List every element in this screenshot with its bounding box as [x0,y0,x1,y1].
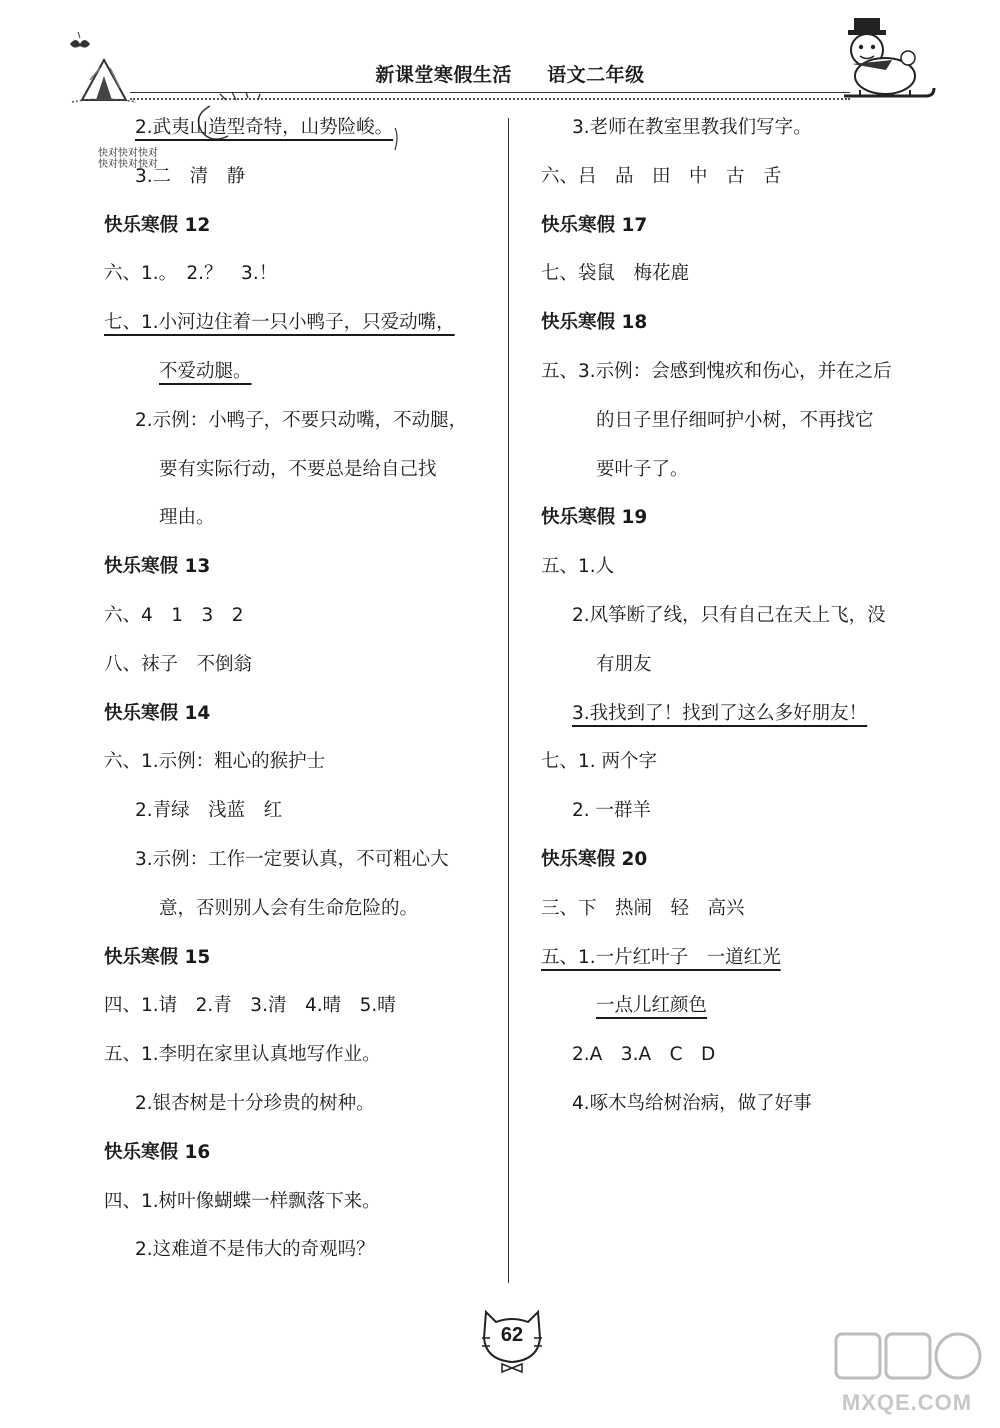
answer-line: 五、3.示例：会感到愧疚和伤心，并在之后 [541,360,892,382]
answer-line: 有朋友 [596,653,652,675]
answer-line: 七、1. 两个字 [541,751,658,773]
answer-line: 3.示例：工作一定要认真，不可粗心大 [135,848,449,870]
answer-line: 不爱动腿。 [159,360,252,382]
section-heading: 快乐寒假 12 [104,214,211,236]
snowman-sled-illustration [830,12,940,116]
answer-line: 六、1.示例：粗心的猴护士 [104,751,326,773]
answer-line: 2.风筝断了线，只有自己在天上飞，没 [572,604,886,626]
answer-line: 3.老师在教室里教我们写字。 [572,117,812,138]
answer-line: 2.银杏树是十分珍贵的树种。 [135,1092,375,1114]
answer-line: 2.武夷山造型奇特，山势险峻。 [135,117,394,138]
subject-title: 语文二年级 [547,64,645,86]
answer-line: 三、下 热闹 轻 高兴 [541,897,745,919]
answer-line: 2.A 3.A C D [572,1044,716,1066]
section-heading: 快乐寒假 14 [104,702,211,724]
watermark-url: MXQE.COM [841,1390,973,1415]
answer-line: 八、袜子 不倒翁 [104,653,253,675]
section-heading: 快乐寒假 17 [541,214,648,236]
stamp-line-2: 快对快对快对 [98,159,158,170]
watermark [822,1328,992,1423]
answer-line: 四、1.请 2.青 3.清 4.晴 5.晴 [104,995,396,1017]
answer-line: 一点儿红颜色 [596,995,708,1017]
section-heading: 快乐寒假 16 [104,1141,211,1163]
answer-line: 意，否则别人会有生命危险的。 [159,897,419,919]
section-heading: 快乐寒假 18 [541,312,648,334]
answer-line: 七、袋鼠 梅花鹿 [541,263,690,285]
section-heading: 快乐寒假 15 [104,946,211,968]
answer-line: 六、吕 品 田 中 古 舌 [541,165,782,187]
answer-line: 2.示例：小鸭子，不要只动嘴，不动腿， [135,409,468,431]
column-divider [508,118,509,1283]
answer-line: 七、1.小河边住着一只小鸭子，只爱动嘴， [104,312,455,334]
page-number: 62 [500,1324,524,1346]
section-heading: 快乐寒假 20 [541,848,648,870]
right-column [541,104,921,1129]
answer-line: 六、4 1 3 2 [104,604,244,626]
answer-line: 2.这难道不是伟大的奇观吗？ [135,1239,375,1261]
answer-line: 五、1.一片红叶子 一道红光 [541,946,781,968]
answer-line: 2.青绿 浅蓝 红 [135,800,283,822]
left-column [104,104,499,1275]
section-heading: 快乐寒假 19 [541,507,648,529]
page-number-badge [478,1302,546,1374]
answer-line: 3.二 清 静 [135,165,246,187]
answer-line: 的日子里仔细呵护小树，不再找它 [596,409,874,431]
answer-line: 要叶子了。 [596,458,689,480]
answer-line: 四、1.树叶像蝴蝶一样飘落下来。 [104,1190,381,1212]
tent-butterfly-illustration [60,32,140,111]
answer-line: 4.啄木鸟给树治病，做了好事 [572,1092,812,1114]
answer-line: 五、1.李明在家里认真地写作业。 [104,1044,381,1066]
answer-line: 理由。 [159,507,215,529]
stamp-line-1: 快对快对快对 [98,148,158,159]
answer-line: 要有实际行动，不要总是给自己找 [159,458,437,480]
series-title: 新课堂寒假生活 [375,64,512,86]
answer-line: 六、1.。 2.？ 3.！ [104,263,278,285]
header-title [300,60,720,87]
watermark-logo [834,1328,984,1388]
answer-line: 2. 一群羊 [572,800,652,822]
section-heading: 快乐寒假 13 [104,556,211,578]
answer-line: 3.我找到了！找到了这么多好朋友！ [572,702,868,724]
answer-line: 五、1.人 [541,556,615,578]
